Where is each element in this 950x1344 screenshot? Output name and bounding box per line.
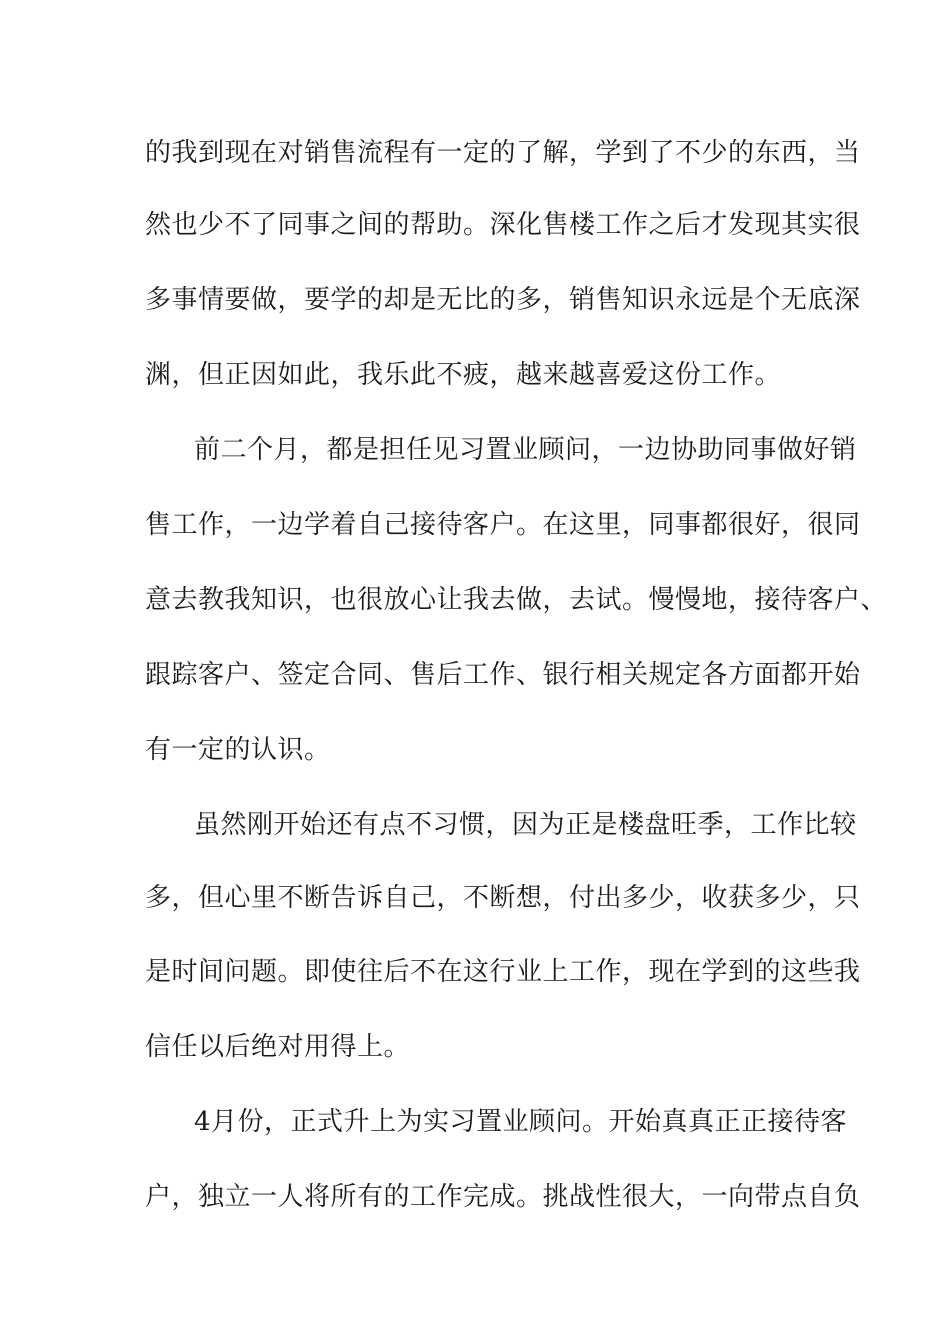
text-line: 的我到现在对销售流程有一定的了解，学到了不少的东西，当 [145, 138, 861, 168]
text-line: 户，独立一人将所有的工作完成。挑战性很大，一向带点自负 [145, 1182, 861, 1212]
text-line: 意去教我知识，也很放心让我去做，去试。慢慢地，接待客户、 [145, 585, 888, 615]
text-line: 有一定的认识。 [145, 735, 331, 765]
text-line: 售工作，一边学着自己接待客户。在这里，同事都很好，很同 [145, 510, 861, 540]
text-line: 前二个月，都是担任见习置业顾问，一边协助同事做好销 [194, 435, 857, 465]
text-line: 虽然刚开始还有点不习惯，因为正是楼盘旺季，工作比较 [194, 810, 857, 840]
text-line: 跟踪客户、签定合同、售后工作、银行相关规定各方面都开始 [145, 660, 861, 690]
text-line: 然也少不了同事之间的帮助。深化售楼工作之后才发现其实很 [145, 210, 861, 240]
text-line: 多事情要做，要学的却是无比的多，销售知识永远是个无底深 [145, 285, 861, 315]
text-line: 多，但心里不断告诉自己，不断想，付出多少，收获多少，只 [145, 883, 861, 913]
text-line: 信任以后绝对用得上。 [145, 1032, 411, 1062]
text-line: 是时间问题。即使往后不在这行业上工作，现在学到的这些我 [145, 957, 861, 987]
text-line: 渊，但正因如此，我乐此不疲，越来越喜爱这份工作。 [145, 360, 782, 390]
text-line: 4月份，正式升上为实习置业顾问。开始真真正正接待客 [194, 1107, 848, 1137]
